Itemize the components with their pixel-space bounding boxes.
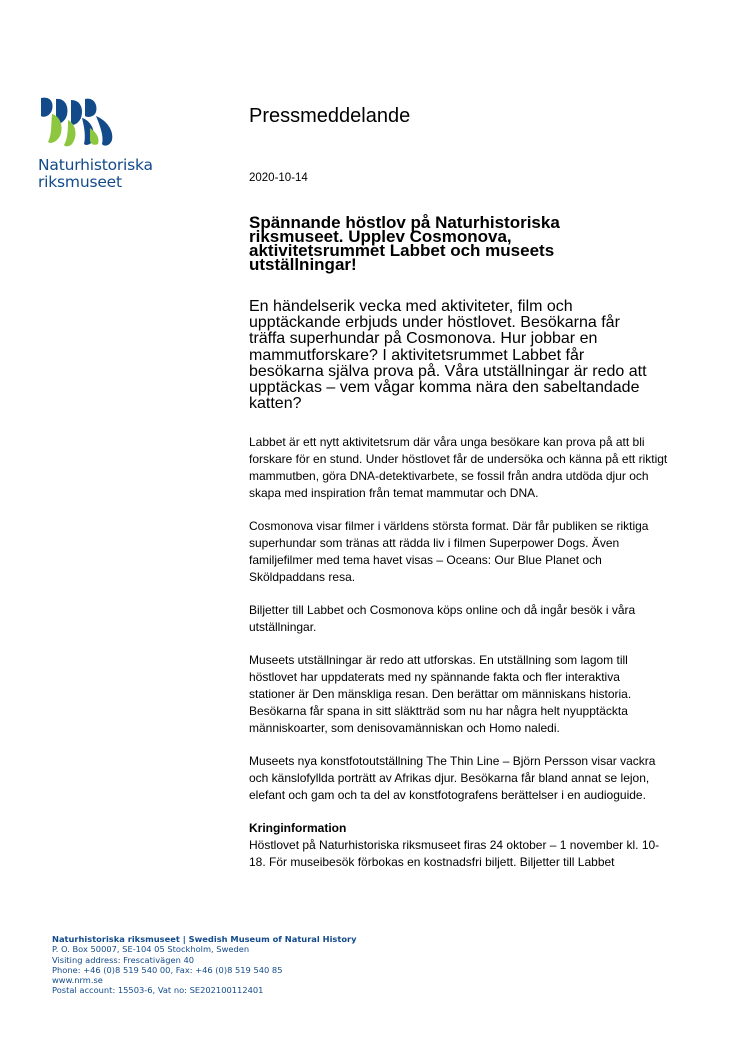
document-date: 2020-10-14: [249, 172, 308, 184]
museum-logo: [38, 96, 168, 206]
logo-text-line1: Naturhistoriska: [38, 156, 153, 174]
document-type: Pressmeddelande: [249, 105, 411, 127]
paragraph-labbet: Labbet är ett nytt aktivitetsrum där våra unga besökare kan prova på att bli forskare för en stund. Under höstlovet får de undersöka och känna på ett riktigt mammutben, göra DNA-detektivarbete, se fossil från andra utdöda djur och skapa med inspiration från temat mammutar och DNA.: [249, 435, 668, 500]
paragraph-exhibitions: Museets utställningar är redo att utforskas. En utställning som lagom till höstlovet har uppdaterats med ny spännande fakta och fler interaktiva stationer är Den mänskliga resan. Den berättar om människans historia. Besökarna får spana in sitt släktträd som nu har några helt nyupptäckta människoarter, som denisovamänniskan och Homo naledi.: [249, 653, 632, 735]
footer-phone: Phone: +46 (0)8 519 540 00, Fax: +46 (0)8 519 540 85: [52, 964, 283, 975]
body-text: [249, 434, 669, 871]
kringinfo-text: Höstlovet på Naturhistoriska riksmuseet firas 24 oktober – 1 november kl. 10-18. För museibesök förbokas en kostnadsfri biljett. Biljetter till Labbet: [249, 838, 660, 869]
footer: [52, 934, 357, 996]
paragraph-photo-exhibition: Museets nya konstfotoutställning The Thin Line – Björn Persson visar vackra och känslofyllda porträtt av Afrikas djur. Besökarna får bland annat se lejon, elefant och gam och ta del av konstfotografens berättelser i en audioguide.: [249, 754, 656, 802]
logo-text-line2: riksmuseet: [38, 173, 122, 191]
paragraph-tickets: Biljetter till Labbet och Cosmonova köps online och då ingår besök i våra utställningar.: [249, 603, 636, 634]
logo-mark-icon: [38, 96, 118, 148]
ingress: En händelserik vecka med aktiviteter, film och upptäckande erbjuds under höstlovet. Besökarna får träffa superhundar på Cosmonova. Hur jobbar en mammutforskare? I aktivitetsrummet Labbet får besökarna själva prova på. Våra utställningar är redo att upptäckas – vem vågar komma nära den sabeltandade katten?: [249, 298, 647, 413]
headline: Spännande höstlov på Naturhistoriska riksmuseet. Upplev Cosmonova, aktivitetsrummet Labbet och museets utställningar!: [249, 213, 560, 274]
footer-postal-address: P. O. Box 50007, SE-104 05 Stockholm, Sweden: [52, 944, 250, 955]
kringinfo-heading: Kringinformation: [249, 821, 347, 835]
footer-website: www.nrm.se: [52, 975, 103, 986]
paragraph-cosmonova: Cosmonova visar filmer i världens största format. Där får publiken se riktiga superhundar som tränas att rädda liv i filmen Superpower Dogs. Även familjefilmer med tema havet visas – Oceans: Our Blue Planet och Sköldpaddans resa.: [249, 519, 649, 584]
footer-org-name: Naturhistoriska riksmuseet | Swedish Museum of Natural History: [52, 934, 357, 944]
footer-visiting-address: Visiting address: Frescativägen 40: [52, 954, 195, 965]
footer-postal-account: Postal account: 15503-6, Vat no: SE202100112401: [52, 985, 264, 996]
